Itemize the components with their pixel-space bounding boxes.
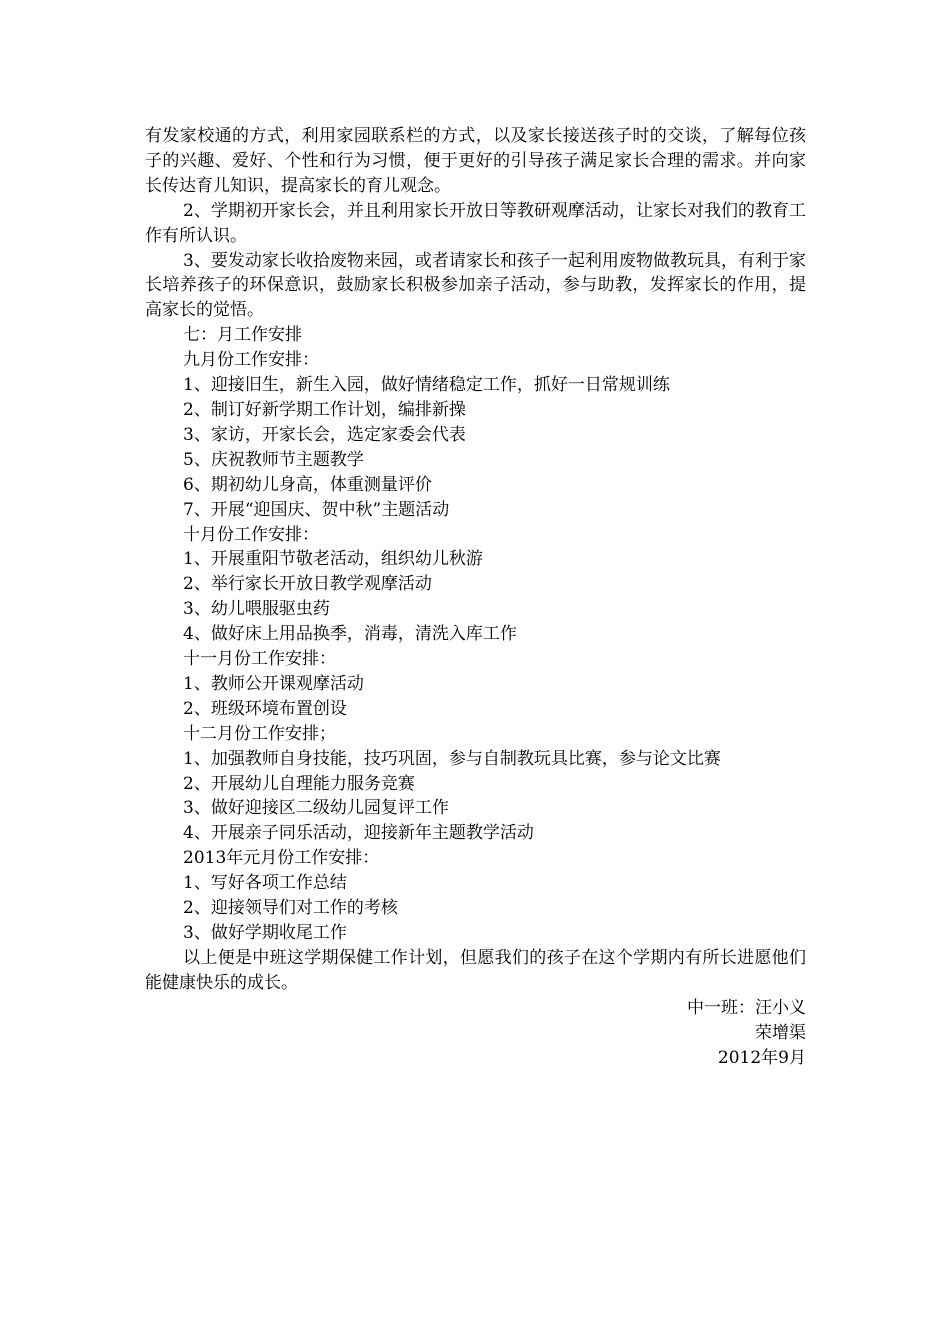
paragraph-home-contact-continued: 有发家校通的方式，利用家园联系栏的方式，以及家长接送孩子时的交谈，了解每位孩子的兴趣、爱好、个性和行为习惯，便于更好的引导孩子满足家长合理的需求。并向家长传达育儿知识，提高家长的育儿观念。: [145, 126, 806, 196]
list-item: 3、做好迎接区二级幼儿园复评工作: [183, 798, 449, 819]
signature-class-teacher: 中一班：汪小义: [687, 997, 806, 1018]
list-item: 2、举行家长开放日教学观摩活动: [183, 574, 432, 595]
closing-paragraph: 以上便是中班这学期保健工作计划，但愿我们的孩子在这个学期内有所长进愿他们能健康快乐的成长。: [145, 947, 806, 993]
document-page: [145, 124, 806, 1070]
list-item: 4、做好床上用品换季，消毒，清洗入库工作: [183, 624, 517, 645]
list-item: 6、期初幼儿身高，体重测量评价: [183, 474, 432, 495]
signature-block: [145, 996, 806, 1071]
month-title: 十二月份工作安排；: [183, 723, 336, 744]
list-item: 2、迎接领导们对工作的考核: [183, 898, 398, 919]
section-heading-monthly-plan: 七：月工作安排: [183, 325, 302, 346]
month-december: [145, 722, 806, 847]
list-item: 1、加强教师自身技能，技巧巩固，参与自制教玩具比赛，参与论文比赛: [183, 748, 721, 769]
month-title: 十一月份工作安排：: [183, 649, 336, 670]
month-title: 九月份工作安排：: [183, 350, 319, 371]
month-title: 2013年元月份工作安排：: [183, 848, 380, 869]
signature-second-teacher: 荣增渠: [755, 1022, 806, 1043]
paragraph-waste-materials: 3、要发动家长收拾废物来园，或者请家长和孩子一起利用废物做教玩具，有利于家长培养孩子的环保意识，鼓励家长积极参加亲子活动，参与助教，发挥家长的作用，提高家长的觉悟。: [145, 250, 806, 321]
list-item: 3、家访，开家长会，选定家委会代表: [183, 424, 466, 445]
month-september: [145, 348, 806, 522]
paragraph-parent-meeting: 2、学期初开家长会，并且利用家长开放日等教研观摩活动，让家长对我们的教育工作有所认识。: [145, 200, 806, 246]
list-item: 1、开展重阳节敬老活动，组织幼儿秋游: [183, 549, 483, 570]
list-item: 1、教师公开课观摩活动: [183, 673, 364, 694]
list-item: 7、开展“迎国庆、贺中秋”主题活动: [183, 499, 450, 520]
list-item: 3、幼儿喂服驱虫药: [183, 599, 330, 620]
signature-date: 2012年9月: [717, 1047, 806, 1068]
list-item: 4、开展亲子同乐活动，迎接新年主题教学活动: [183, 823, 534, 844]
list-item: 1、迎接旧生，新生入园，做好情绪稳定工作，抓好一日常规训练: [183, 375, 670, 396]
list-item: 2、开展幼儿自理能力服务竞赛: [183, 773, 415, 794]
list-item: 2、班级环境布置创设: [183, 698, 347, 719]
month-january: [145, 846, 806, 946]
list-item: 1、写好各项工作总结: [183, 873, 347, 894]
list-item: 5、庆祝教师节主题教学: [183, 449, 364, 470]
list-item: 3、做好学期收尾工作: [183, 923, 347, 943]
month-title: 十月份工作安排：: [183, 524, 319, 545]
month-november: [145, 647, 806, 722]
month-october: [145, 523, 806, 648]
list-item: 2、制订好新学期工作计划，编排新操: [183, 399, 466, 420]
